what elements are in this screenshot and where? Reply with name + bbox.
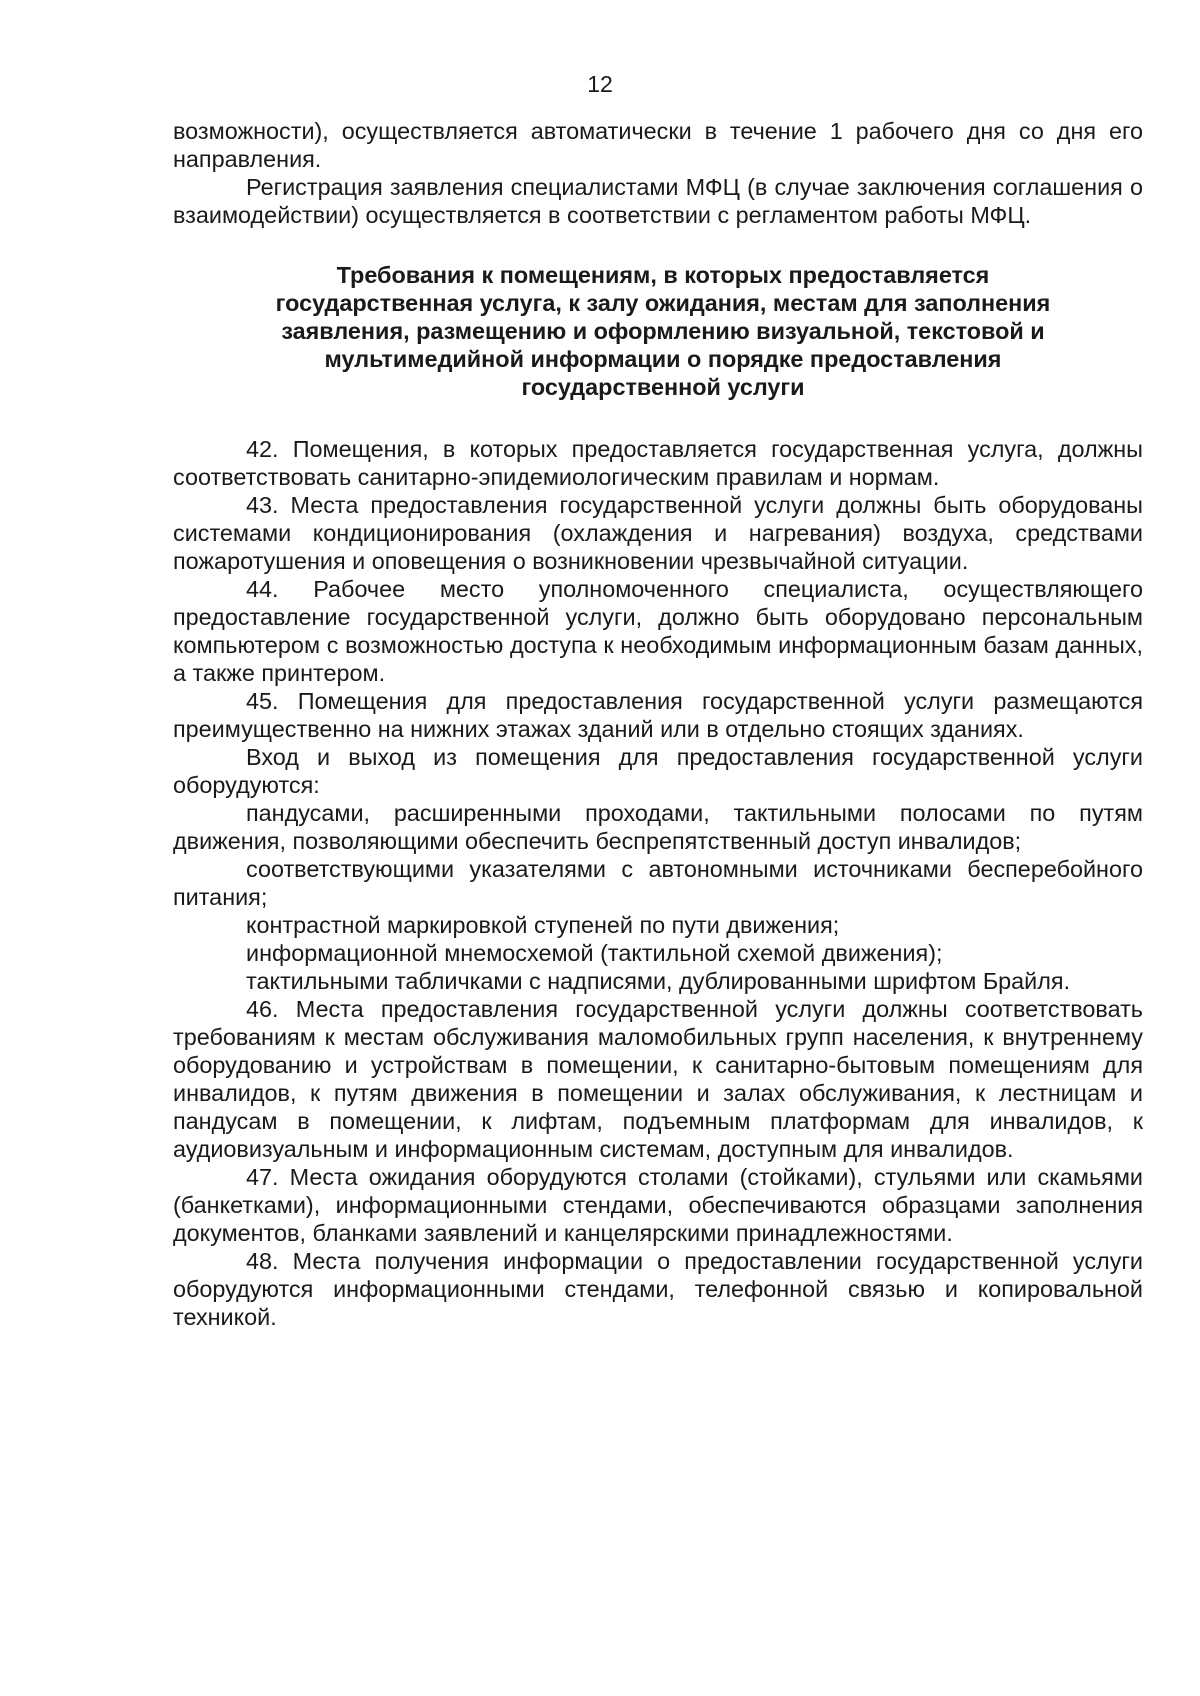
list-item: пандусами, расширенными проходами, тактильными полосами по путям движения, позволяющими обеспечить беспрепятственный доступ инвалидов; — [173, 800, 1143, 854]
page-number: 12 — [587, 71, 613, 97]
paragraph-48: 48. Места получения информации о предоставлении государственной услуги оборудуются информационными стендами, телефонной связью и копировальной техникой. — [173, 1248, 1143, 1330]
list-item: тактильными табличками с надписями, дублированными шрифтом Брайля. — [246, 968, 1071, 994]
entrance-paragraph: Вход и выход из помещения для предоставления государственной услуги оборудуются: — [173, 744, 1143, 798]
paragraph-43: 43. Места предоставления государственной услуги должны быть оборудованы системами кондиционирования (охлаждения и нагревания) воздуха, средствами пожаротушения и оповещения о возникновении чрезвычайной ситуации. — [173, 492, 1143, 574]
section-heading-line: Требования к помещениям, в которых предоставляется — [336, 262, 990, 288]
section-heading-line: заявления, размещению и оформлению визуальной, текстовой и — [281, 318, 1045, 344]
section-heading-line: государственная услуга, к залу ожидания, местам для заполнения — [275, 290, 1051, 316]
paragraph-42: 42. Помещения, в которых предоставляется государственная услуга, должны соответствовать санитарно-эпидемиологическим правилам и нормам. — [173, 436, 1143, 490]
paragraph-47: 47. Места ожидания оборудуются столами (стойками), стульями или скамьями (банкетками), информационными стендами, обеспечиваются образцами заполнения документов, бланками заявлений и канцелярскими принадлежностями. — [173, 1164, 1143, 1246]
intro-paragraph: возможности), осуществляется автоматически в течение 1 рабочего дня со дня его направления. — [173, 118, 1143, 172]
list-item: контрастной маркировкой ступеней по пути движения; — [246, 912, 840, 938]
intro-paragraph: Регистрация заявления специалистами МФЦ (в случае заключения соглашения о взаимодействии) осуществляется в соответствии с регламентом работы МФЦ. — [173, 174, 1143, 228]
list-item: информационной мнемосхемой (тактильной схемой движения); — [246, 940, 943, 966]
paragraph-45: 45. Помещения для предоставления государственной услуги размещаются преимущественно на нижних этажах зданий или в отдельно стоящих зданиях. — [173, 688, 1143, 742]
section-heading-line: государственной услуги — [521, 374, 805, 400]
paragraph-46: 46. Места предоставления государственной услуги должны соответствовать требованиям к местам обслуживания маломобильных групп населения, к внутреннему оборудованию и устройствам в помещении, к санитарно-бытовым помещениям для инвалидов, к путям движения в помещении и залах обслуживания, к лестницам и пандусам в помещении, к лифтам, подъемным платформам для инвалидов, к аудиовизуальным и информационным системам, доступным для инвалидов. — [173, 996, 1143, 1162]
list-item: соответствующими указателями с автономными источниками бесперебойного питания; — [173, 856, 1143, 910]
section-heading — [173, 261, 1143, 401]
section-heading-line: мультимедийной информации о порядке предоставления — [324, 346, 1002, 372]
paragraph-44: 44. Рабочее место уполномоченного специалиста, осуществляющего предоставление государственной услуги, должно быть оборудовано персональным компьютером с возможностью доступа к необходимым информационным базам данных, а также принтером. — [173, 576, 1143, 686]
document-body — [173, 117, 1143, 1331]
